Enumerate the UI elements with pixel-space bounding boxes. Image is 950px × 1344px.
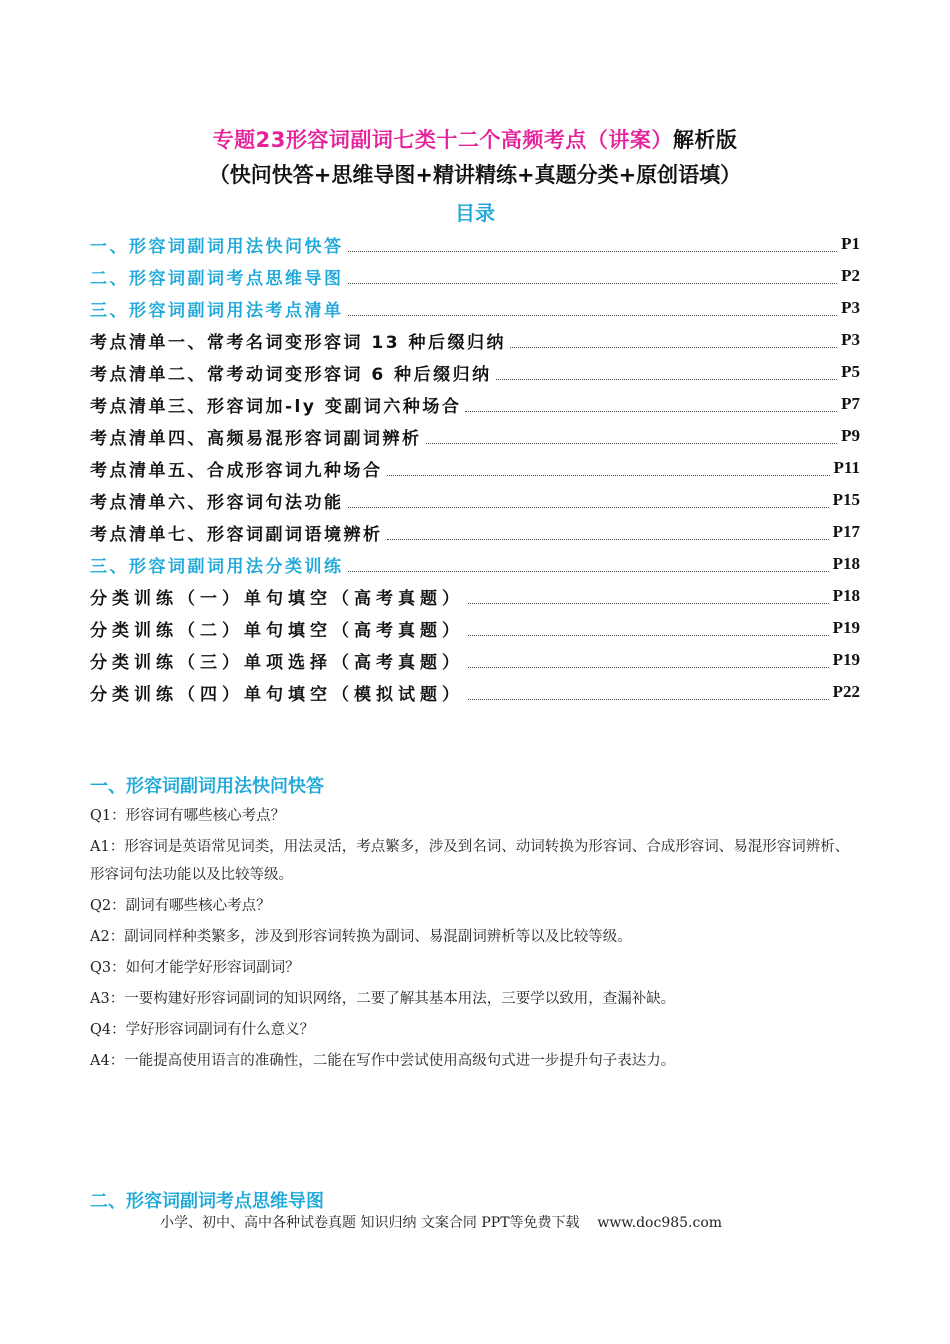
toc-entry[interactable] [90,484,860,516]
title-main: 专题23形容词副词七类十二个高频考点（讲案） [212,128,673,152]
toc-entry[interactable] [90,356,860,388]
toc-entry-page: P18 [832,554,860,573]
toc-entry[interactable] [90,612,860,644]
section-1-heading: 一、形容词副词用法快问快答 [90,776,324,797]
toc-leader-dots [496,365,837,380]
document-subtitle: （快问快答+思维导图+精讲精练+真题分类+原创语填） [208,163,742,187]
toc-entry-label: 分类训练（四）单句填空（模拟试题） [90,684,464,705]
document-title [0,124,950,154]
toc-leader-dots [348,237,838,252]
qa-answer-2: A2：副词同样种类繁多，涉及到形容词转换为副词、易混副词辨析等以及比较等级。 [90,929,632,945]
qa-answer-1: A1：形容词是英语常见词类，用法灵活，考点繁多，涉及到名词、动词转换为形容词、合成形容词、易混形容词辨析、形容词句法功能以及比较等级。 [90,839,850,883]
toc-entry-page: P15 [832,490,860,509]
toc-leader-dots [387,525,829,540]
qa-section [90,802,860,1078]
toc-entry[interactable] [90,292,860,324]
toc-entry-label: 考点清单五、合成形容词九种场合 [90,460,383,481]
qa-answer-4: A4：一能提高使用语言的准确性，二能在写作中尝试使用高级句式进一步提升句子表达力。 [90,1053,676,1069]
toc-entry[interactable] [90,516,860,548]
toc-entry-label: 考点清单一、常考名词变形容词 13 种后缀归纳 [90,332,506,353]
title-edition: 解析版 [672,128,738,152]
toc-entry[interactable] [90,388,860,420]
toc-entry-page: P1 [841,234,860,253]
footer-text: 小学、初中、高中各种试卷真题 知识归纳 文案合同 PPT等免费下载 [160,1215,580,1231]
toc-entry-label: 一、形容词副词用法快问快答 [90,236,344,257]
toc-entry-label: 二、形容词副词考点思维导图 [90,268,344,289]
toc-entry[interactable] [90,260,860,292]
toc-entry-page: P9 [841,426,860,445]
toc-leader-dots [468,653,829,668]
toc-entry[interactable] [90,676,860,708]
toc-entry-page: P11 [833,458,860,477]
toc-leader-dots [348,301,838,316]
toc-entry-label: 三、形容词副词用法考点清单 [90,300,344,321]
toc-entry-page: P3 [841,298,860,317]
toc-leader-dots [465,397,837,412]
toc-entry-page: P17 [832,522,860,541]
toc-entry-page: P19 [832,618,860,637]
footer-url[interactable]: www.doc985.com [597,1215,723,1231]
toc-leader-dots [510,333,837,348]
toc-entry[interactable] [90,324,860,356]
toc-leader-dots [468,685,829,700]
toc-leader-dots [348,493,829,508]
toc-entry-label: 三、形容词副词用法分类训练 [90,556,344,577]
toc-entry-page: P19 [832,650,860,669]
toc-entry[interactable] [90,548,860,580]
toc-entry-page: P2 [841,266,860,285]
toc-entry[interactable] [90,580,860,612]
section-2-heading: 二、形容词副词考点思维导图 [90,1191,324,1212]
qa-answer-3: A3：一要构建好形容词副词的知识网络，二要了解其基本用法，三要学以致用，查漏补缺。 [90,991,676,1007]
toc-leader-dots [348,269,838,284]
toc-entry-label: 分类训练（一）单句填空（高考真题） [90,588,464,609]
toc-entry-page: P22 [832,682,860,701]
toc-leader-dots [348,557,829,572]
toc-entry-page: P18 [832,586,860,605]
toc-leader-dots [468,621,829,636]
toc-entry-label: 分类训练（三）单项选择（高考真题） [90,652,464,673]
toc-entry-label: 考点清单四、高频易混形容词副词辨析 [90,428,422,449]
toc-entry[interactable] [90,420,860,452]
toc-entry-label: 考点清单七、形容词副词语境辨析 [90,524,383,545]
qa-question-2: Q2：副词有哪些核心考点？ [90,898,271,914]
toc-entry[interactable] [90,228,860,260]
qa-question-3: Q3：如何才能学好形容词副词？ [90,960,300,976]
toc-leader-dots [426,429,838,444]
toc-entry-label: 分类训练（二）单句填空（高考真题） [90,620,464,641]
toc-entry-page: P3 [841,330,860,349]
toc-entry-label: 考点清单二、常考动词变形容词 6 种后缀归纳 [90,364,492,385]
qa-question-1: Q1：形容词有哪些核心考点？ [90,808,286,824]
page-footer [160,1212,860,1232]
qa-question-4: Q4：学好形容词副词有什么意义？ [90,1022,315,1038]
toc-entry-label: 考点清单六、形容词句法功能 [90,492,344,513]
toc-entry[interactable] [90,452,860,484]
table-of-contents [90,228,860,708]
toc-entry[interactable] [90,644,860,676]
toc-leader-dots [387,461,830,476]
toc-leader-dots [468,589,829,604]
toc-entry-page: P7 [841,394,860,413]
toc-entry-page: P5 [841,362,860,381]
toc-heading: 目录 [455,201,495,225]
toc-entry-label: 考点清单三、形容词加-ly 变副词六种场合 [90,396,462,417]
